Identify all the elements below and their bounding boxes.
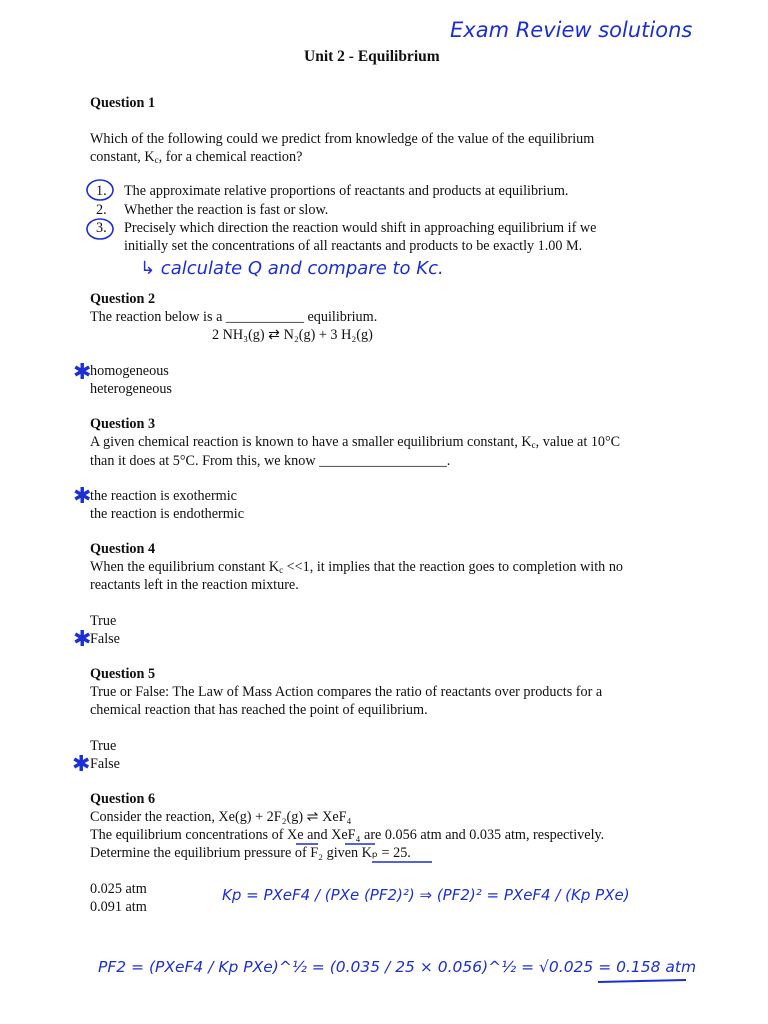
star-marker-icon: ✱ bbox=[73, 627, 92, 652]
q2-reaction: 2 NH₃(g) ⇄ N₂(g) + 3 H₂(g) bbox=[212, 327, 373, 343]
q1-heading: Question 1 bbox=[90, 95, 156, 111]
q1-option-3: Precisely which direction the reaction would shift in approaching equilibrium if we bbox=[124, 220, 597, 236]
q4-prompt-2: reactants left in the reaction mixture. bbox=[90, 577, 299, 593]
page-title: Unit 2 - Equilibrium bbox=[304, 48, 440, 65]
circle-option-3 bbox=[87, 219, 113, 239]
q1-option-2-num: 2. bbox=[96, 202, 107, 218]
q2-prompt: The reaction below is a ___________ equilibrium. bbox=[90, 309, 378, 325]
q1-option-1-num: 1. bbox=[96, 183, 107, 199]
q6-work-line-2: PF2 = (PXeF4 / Kp PXe)^½ = (0.035 / 25 × 0.056)^½ = √0.025 = 0.158 atm bbox=[98, 958, 697, 976]
q6-line-3: Determine the equilibrium pressure of F₂ given Kₚ = 25. bbox=[90, 845, 411, 861]
q1-option-1: The approximate relative proportions of reactants and products at equilibrium. bbox=[124, 183, 569, 199]
circle-option-1 bbox=[87, 180, 113, 200]
q5-choice-2: False bbox=[90, 756, 120, 772]
q2-choice-2: heterogeneous bbox=[90, 381, 172, 397]
q5-prompt-1: True or False: The Law of Mass Action compares the ratio of reactants over products for a bbox=[90, 684, 603, 700]
q2-choice-1: homogeneous bbox=[90, 363, 169, 379]
q1-prompt-2: constant, $K_c$, for a chemical reaction? bbox=[90, 149, 303, 165]
q1-handwritten-note: ↳ calculate Q and compare to Kc. bbox=[140, 258, 444, 279]
q4-prompt-1: When the equilibrium constant $K_c <<1$, it implies that the reaction goes to completion with no bbox=[90, 559, 624, 575]
handwritten-title: Exam Review solutions bbox=[450, 18, 693, 42]
q1-option-2: Whether the reaction is fast or slow. bbox=[124, 202, 329, 218]
q2-heading: Question 2 bbox=[90, 291, 156, 307]
star-marker-icon: ✱ bbox=[72, 752, 91, 777]
q3-prompt-2: than it does at 5°C. From this, we know __________________. bbox=[90, 453, 451, 469]
q3-prompt-1: A given chemical reaction is known to have a smaller equilibrium constant, $K_c$, value at 10°C bbox=[90, 434, 621, 450]
q3-choice-2: the reaction is endothermic bbox=[90, 506, 245, 522]
q5-choice-1: True bbox=[90, 738, 117, 754]
q6-choice-1: 0.025 atm bbox=[90, 881, 147, 897]
underline-answer bbox=[598, 980, 686, 982]
q5-prompt-2: chemical reaction that has reached the point of equilibrium. bbox=[90, 702, 428, 718]
q1-option-3-cont: initially set the concentrations of all reactants and products to be exactly 1.00 M. bbox=[124, 238, 583, 254]
q4-heading: Question 4 bbox=[90, 541, 156, 557]
q4-choice-1: True bbox=[90, 613, 117, 629]
q6-line-2: The equilibrium concentrations of Xe and XeF₄ are 0.056 atm and 0.035 atm, respectively. bbox=[90, 827, 605, 843]
q6-line-1: Consider the reaction, Xe(g) + 2F₂(g) ⇌ XeF₄ bbox=[90, 809, 352, 825]
q4-choice-2: False bbox=[90, 631, 120, 647]
q6-work-line-1: Kp = PXeF4 / (PXe (PF2)²) ⇒ (PF2)² = PXeF4 / (Kp PXe) bbox=[222, 886, 630, 904]
q6-choice-2: 0.091 atm bbox=[90, 899, 147, 915]
q1-option-3-num: 3. bbox=[96, 220, 107, 236]
q3-heading: Question 3 bbox=[90, 416, 156, 432]
star-marker-icon: ✱ bbox=[73, 360, 92, 385]
q5-heading: Question 5 bbox=[90, 666, 156, 682]
star-marker-icon: ✱ bbox=[73, 484, 92, 509]
q3-choice-1: the reaction is exothermic bbox=[90, 488, 237, 504]
q1-prompt-1: Which of the following could we predict from knowledge of the value of the equilibrium bbox=[90, 131, 595, 147]
q6-heading: Question 6 bbox=[90, 791, 156, 807]
